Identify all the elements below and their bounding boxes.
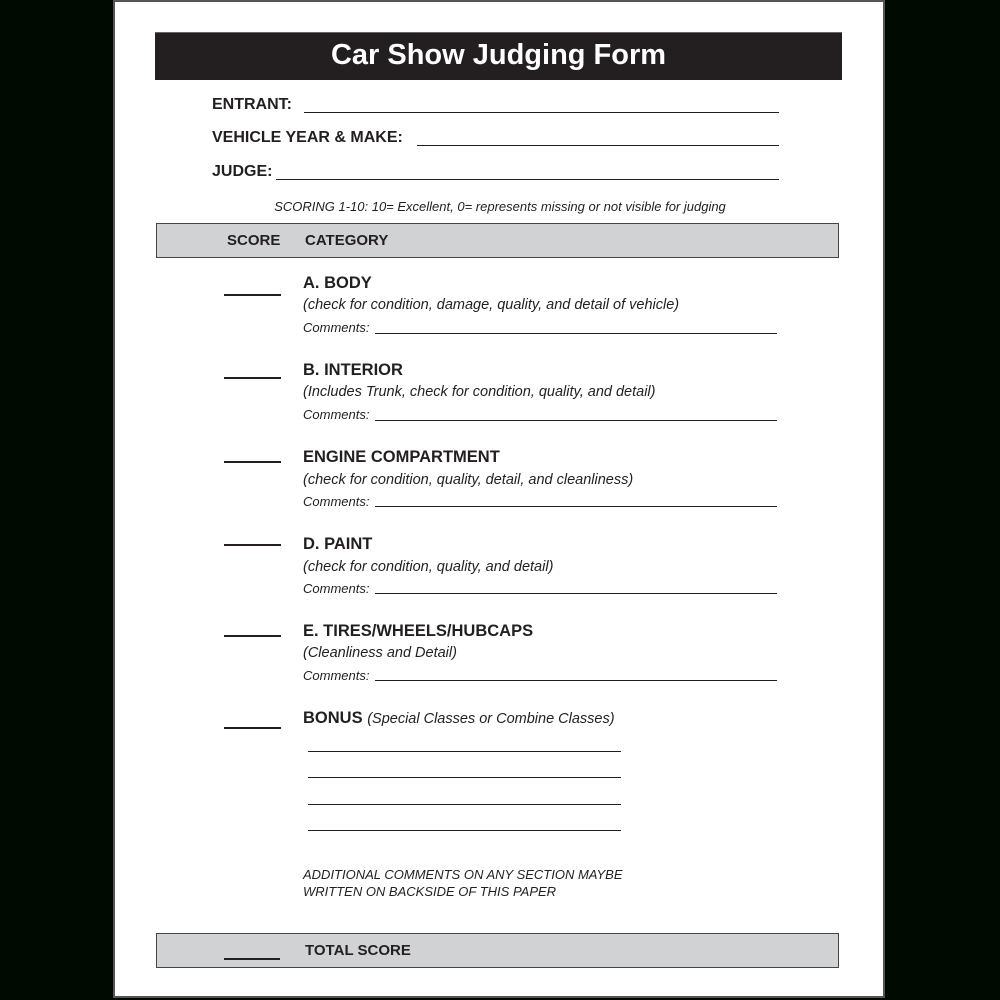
bonus-label: BONUS bbox=[303, 709, 363, 727]
score-field-paint[interactable] bbox=[224, 544, 281, 546]
bonus-line-3[interactable] bbox=[308, 804, 621, 805]
category-desc: (check for condition, quality, detail, and cleanliness) bbox=[303, 472, 634, 488]
score-field-tires[interactable] bbox=[224, 635, 281, 637]
score-header: SCORE bbox=[227, 232, 281, 249]
category-desc: (Cleanliness and Detail) bbox=[303, 645, 457, 661]
category-desc: (check for condition, quality, and detail) bbox=[303, 559, 554, 575]
form-page bbox=[113, 0, 885, 998]
comments-label: Comments: bbox=[303, 668, 370, 683]
entrant-label: ENTRANT: bbox=[212, 96, 292, 113]
vehicle-label: VEHICLE YEAR & MAKE: bbox=[212, 129, 403, 146]
entrant-field[interactable] bbox=[304, 97, 779, 113]
comments-label: Comments: bbox=[303, 494, 370, 509]
bonus-title bbox=[303, 709, 615, 728]
category-desc: (Includes Trunk, check for condition, quality, and detail) bbox=[303, 384, 656, 400]
comments-field-engine[interactable] bbox=[375, 506, 777, 507]
comments-field-body[interactable] bbox=[375, 333, 777, 334]
total-score-field[interactable] bbox=[224, 958, 280, 960]
form-title: Car Show Judging Form bbox=[155, 32, 842, 80]
comments-field-paint[interactable] bbox=[375, 593, 777, 594]
comments-label: Comments: bbox=[303, 581, 370, 596]
comments-label: Comments: bbox=[303, 320, 370, 335]
score-field-engine[interactable] bbox=[224, 461, 281, 463]
score-field-body[interactable] bbox=[224, 294, 281, 296]
vehicle-field[interactable] bbox=[417, 130, 779, 146]
category-title: B. INTERIOR bbox=[303, 361, 403, 379]
category-title: ENGINE COMPARTMENT bbox=[303, 448, 500, 466]
category-title: E. TIRES/WHEELS/HUBCAPS bbox=[303, 622, 534, 640]
footnote-line-2: WRITTEN ON BACKSIDE OF THIS PAPER bbox=[303, 884, 557, 899]
total-score-bar bbox=[156, 933, 839, 968]
bonus-line-2[interactable] bbox=[308, 777, 621, 778]
footnote-line-1: ADDITIONAL COMMENTS ON ANY SECTION MAYBE bbox=[303, 867, 623, 882]
comments-field-tires[interactable] bbox=[375, 680, 777, 681]
judge-field[interactable] bbox=[276, 164, 779, 180]
footnote bbox=[303, 866, 623, 900]
score-field-interior[interactable] bbox=[224, 377, 281, 379]
category-title: A. BODY bbox=[303, 274, 372, 292]
category-header: CATEGORY bbox=[305, 232, 389, 249]
comments-field-interior[interactable] bbox=[375, 420, 777, 421]
score-field-bonus[interactable] bbox=[224, 727, 281, 729]
total-score-label: TOTAL SCORE bbox=[305, 942, 411, 959]
judge-label: JUDGE: bbox=[212, 163, 273, 180]
category-title: D. PAINT bbox=[303, 535, 373, 553]
category-desc: (check for condition, damage, quality, and detail of vehicle) bbox=[303, 297, 680, 313]
scoring-note: SCORING 1-10: 10= Excellent, 0= represents missing or not visible for judging bbox=[274, 199, 726, 214]
comments-label: Comments: bbox=[303, 407, 370, 422]
bonus-line-4[interactable] bbox=[308, 830, 621, 831]
bonus-line-1[interactable] bbox=[308, 751, 621, 752]
bonus-subtitle: (Special Classes or Combine Classes) bbox=[367, 711, 615, 727]
